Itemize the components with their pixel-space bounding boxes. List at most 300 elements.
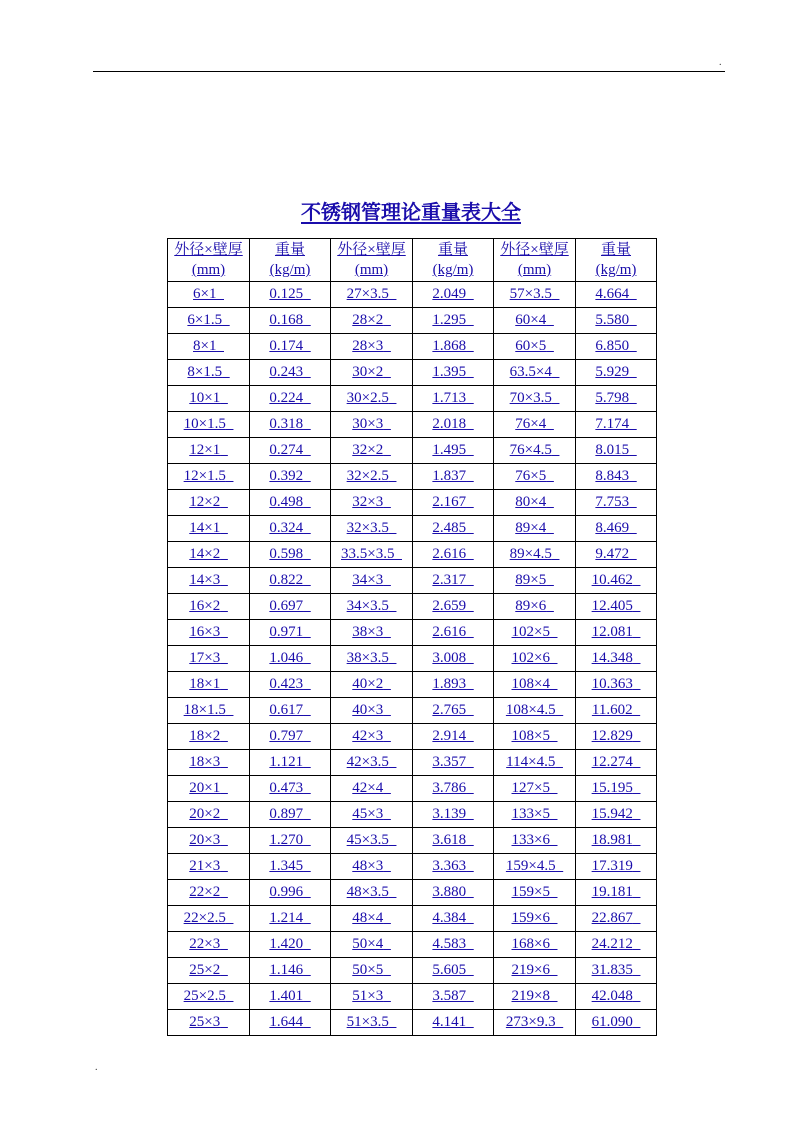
size-cell-link[interactable]: 10×1 xyxy=(189,390,221,406)
table-row xyxy=(168,802,657,828)
size-cell-link[interactable]: 133×5 xyxy=(511,806,550,822)
size-cell xyxy=(168,750,250,776)
weight-cell xyxy=(413,776,494,802)
size-cell-link[interactable]: 108×4.5 xyxy=(505,702,556,718)
size-cell-link[interactable]: 70×3.5 xyxy=(509,390,552,406)
weight-cell-link[interactable]: 0.392 xyxy=(269,468,304,484)
weight-cell xyxy=(413,542,494,568)
table-row xyxy=(168,698,657,724)
weight-cell-link[interactable]: 5.798 xyxy=(595,390,630,406)
weight-cell-link[interactable]: 1.046 xyxy=(269,650,304,666)
weight-cell-link[interactable]: 5.580 xyxy=(595,312,630,328)
weight-cell-link[interactable]: 0.125 xyxy=(269,286,304,302)
weight-cell xyxy=(413,828,494,854)
col-header-weight-2[interactable] xyxy=(413,239,494,282)
size-cell-link[interactable]: 89×4 xyxy=(515,520,547,536)
weight-cell xyxy=(413,568,494,594)
size-cell xyxy=(494,620,576,646)
weight-cell-link[interactable]: 0.168 xyxy=(269,312,304,328)
weight-cell xyxy=(576,646,657,672)
size-cell-link[interactable]: 45×3 xyxy=(352,806,384,822)
size-cell-link[interactable]: 42×4 xyxy=(352,780,384,796)
weight-cell-link[interactable]: 12.405 xyxy=(591,598,633,614)
size-cell-link[interactable]: 89×6 xyxy=(515,598,547,614)
weight-cell xyxy=(413,464,494,490)
size-cell-link[interactable]: 32×3 xyxy=(352,494,384,510)
size-cell-link[interactable]: 80×4 xyxy=(515,494,547,510)
size-cell-link[interactable]: 159×4.5 xyxy=(505,858,556,874)
table-row xyxy=(168,828,657,854)
table-row xyxy=(168,854,657,880)
weight-cell-link[interactable]: 8.469 xyxy=(595,520,630,536)
weight-cell xyxy=(413,646,494,672)
weight-cell-link[interactable]: 18.981 xyxy=(591,832,633,848)
table-row xyxy=(168,594,657,620)
weight-cell xyxy=(576,750,657,776)
size-cell-link[interactable]: 159×5 xyxy=(511,884,550,900)
weight-cell-link[interactable]: 2.616 xyxy=(432,624,467,640)
weight-cell-link[interactable]: 3.363 xyxy=(432,858,467,874)
weight-cell-link[interactable]: 11.602 xyxy=(591,702,633,718)
weight-cell-link[interactable]: 12.081 xyxy=(591,624,633,640)
size-cell xyxy=(494,672,576,698)
weight-cell-link[interactable]: 2.049 xyxy=(432,286,467,302)
size-cell-link[interactable]: 32×2.5 xyxy=(346,468,389,484)
size-cell-link[interactable]: 38×3 xyxy=(352,624,384,640)
weight-cell-link[interactable]: 3.587 xyxy=(432,988,467,1004)
weight-cell-link[interactable]: 0.473 xyxy=(269,780,304,796)
size-cell xyxy=(168,412,250,438)
size-cell-link[interactable]: 18×1.5 xyxy=(183,702,226,718)
weight-cell-link[interactable]: 2.659 xyxy=(432,598,467,614)
weight-cell-link[interactable]: 12.829 xyxy=(591,728,633,744)
weight-cell-link[interactable]: 1.401 xyxy=(269,988,304,1004)
size-cell-link[interactable]: 45×3.5 xyxy=(346,832,389,848)
weight-cell-link[interactable]: 0.797 xyxy=(269,728,304,744)
size-cell-link[interactable]: 133×6 xyxy=(511,832,550,848)
weight-cell-link[interactable]: 2.765 xyxy=(432,702,467,718)
size-cell-link[interactable]: 48×3 xyxy=(352,858,384,874)
size-cell-link[interactable]: 30×2.5 xyxy=(346,390,389,406)
size-cell-link[interactable]: 114×4.5 xyxy=(506,754,556,770)
weight-cell xyxy=(576,594,657,620)
weight-cell-link[interactable]: 3.618 xyxy=(432,832,467,848)
size-cell xyxy=(331,724,413,750)
col-header-unit: (mm) xyxy=(517,262,552,278)
weight-cell-link[interactable]: 61.090 xyxy=(591,1014,633,1030)
weight-cell xyxy=(250,698,331,724)
weight-cell-link[interactable]: 1.121 xyxy=(269,754,304,770)
weight-cell xyxy=(250,412,331,438)
weight-cell xyxy=(576,360,657,386)
weight-cell xyxy=(250,568,331,594)
weight-cell-link[interactable]: 0.498 xyxy=(269,494,304,510)
weight-cell xyxy=(413,334,494,360)
col-header-weight-3[interactable] xyxy=(576,239,657,282)
size-cell-link[interactable]: 40×3 xyxy=(352,702,384,718)
weight-cell-link[interactable]: 1.146 xyxy=(269,962,304,978)
size-cell-link[interactable]: 51×3 xyxy=(352,988,384,1004)
weight-cell xyxy=(413,490,494,516)
size-cell-link[interactable]: 42×3.5 xyxy=(346,754,389,770)
size-cell xyxy=(168,984,250,1010)
size-cell xyxy=(168,464,250,490)
weight-cell xyxy=(250,906,331,932)
weight-cell-link[interactable]: 8.843 xyxy=(595,468,630,484)
weight-cell-link[interactable]: 2.485 xyxy=(432,520,467,536)
size-cell-link[interactable]: 76×4.5 xyxy=(509,442,552,458)
weight-cell xyxy=(413,438,494,464)
weight-cell xyxy=(576,854,657,880)
size-cell xyxy=(494,906,576,932)
size-cell-link[interactable]: 76×4 xyxy=(515,416,547,432)
col-header-outer-diameter-wall-1[interactable] xyxy=(168,239,250,282)
weight-cell xyxy=(576,802,657,828)
weight-cell-link[interactable]: 1.270 xyxy=(269,832,304,848)
weight-cell-link[interactable]: 4.664 xyxy=(595,286,630,302)
footer-dot: . xyxy=(95,1062,98,1073)
size-cell-link[interactable]: 32×2 xyxy=(352,442,384,458)
weight-cell-link[interactable]: 0.971 xyxy=(269,624,304,640)
weight-cell-link[interactable]: 1.893 xyxy=(432,676,467,692)
table-row xyxy=(168,984,657,1010)
size-cell-link[interactable]: 8×1 xyxy=(193,338,217,354)
size-cell xyxy=(168,308,250,334)
weight-cell xyxy=(576,334,657,360)
size-cell-link[interactable]: 25×2.5 xyxy=(183,988,226,1004)
weight-cell xyxy=(576,1010,657,1036)
size-cell-link[interactable]: 42×3 xyxy=(352,728,384,744)
size-cell-link[interactable]: 60×4 xyxy=(515,312,547,328)
size-cell xyxy=(331,438,413,464)
table-row xyxy=(168,776,657,802)
size-cell-link[interactable]: 89×4.5 xyxy=(509,546,552,562)
size-cell-link[interactable]: 30×3 xyxy=(352,416,384,432)
weight-cell-link[interactable]: 6.850 xyxy=(595,338,630,354)
weight-cell xyxy=(250,308,331,334)
col-header-unit: (mm) xyxy=(191,262,226,278)
weight-cell-link[interactable]: 0.598 xyxy=(269,546,304,562)
size-cell-link[interactable]: 18×2 xyxy=(189,728,221,744)
size-cell-link[interactable]: 25×3 xyxy=(189,1014,221,1030)
size-cell xyxy=(168,932,250,958)
page-title[interactable]: 不锈钢管理论重量表大全 xyxy=(301,200,521,224)
size-cell xyxy=(494,802,576,828)
weight-cell-link[interactable]: 5.929 xyxy=(595,364,630,380)
weight-cell-link[interactable]: 19.181 xyxy=(591,884,633,900)
size-cell-link[interactable]: 27×3.5 xyxy=(346,286,389,302)
weight-cell-link[interactable]: 0.897 xyxy=(269,806,304,822)
col-header-label: 外径×壁厚 xyxy=(174,242,243,258)
col-header-label: 外径×壁厚 xyxy=(337,242,406,258)
size-cell-link[interactable]: 63.5×4 xyxy=(509,364,552,380)
size-cell xyxy=(331,646,413,672)
size-cell xyxy=(331,906,413,932)
size-cell-link[interactable]: 89×5 xyxy=(515,572,547,588)
weight-cell-link[interactable]: 3.357 xyxy=(432,754,467,770)
weight-cell xyxy=(250,542,331,568)
weight-cell-link[interactable]: 4.384 xyxy=(432,910,467,926)
size-cell-link[interactable]: 18×3 xyxy=(189,754,221,770)
weight-cell xyxy=(250,984,331,1010)
size-cell-link[interactable]: 51×3.5 xyxy=(346,1014,389,1030)
weight-cell-link[interactable]: 0.274 xyxy=(269,442,304,458)
size-cell-link[interactable]: 60×5 xyxy=(515,338,547,354)
size-cell xyxy=(168,646,250,672)
size-cell-link[interactable]: 34×3.5 xyxy=(346,598,389,614)
size-cell xyxy=(168,568,250,594)
weight-cell-link[interactable]: 22.867 xyxy=(591,910,633,926)
weight-cell-link[interactable]: 12.274 xyxy=(591,754,633,770)
weight-cell-link[interactable]: 0.224 xyxy=(269,390,304,406)
weight-cell xyxy=(576,568,657,594)
size-cell xyxy=(168,542,250,568)
weight-cell-link[interactable]: 0.174 xyxy=(269,338,304,354)
col-header-weight-1[interactable] xyxy=(250,239,331,282)
weight-cell-link[interactable]: 2.616 xyxy=(432,546,467,562)
weight-cell-link[interactable]: 31.835 xyxy=(591,962,633,978)
size-cell-link[interactable]: 25×2 xyxy=(189,962,221,978)
size-cell-link[interactable]: 273×9.3 xyxy=(505,1014,556,1030)
size-cell-link[interactable]: 20×3 xyxy=(189,832,221,848)
size-cell-link[interactable]: 30×2 xyxy=(352,364,384,380)
size-cell-link[interactable]: 17×3 xyxy=(189,650,221,666)
size-cell-link[interactable]: 127×5 xyxy=(511,780,550,796)
size-cell xyxy=(494,386,576,412)
size-cell-link[interactable]: 159×6 xyxy=(511,910,550,926)
table-row xyxy=(168,568,657,594)
weight-cell xyxy=(250,802,331,828)
weight-cell xyxy=(250,828,331,854)
weight-cell-link[interactable]: 1.345 xyxy=(269,858,304,874)
size-cell xyxy=(494,334,576,360)
col-header-unit: (kg/m) xyxy=(432,262,474,278)
size-cell-link[interactable]: 50×5 xyxy=(352,962,384,978)
weight-cell-link[interactable]: 2.167 xyxy=(432,494,467,510)
weight-cell xyxy=(576,906,657,932)
weight-cell-link[interactable]: 1.837 xyxy=(432,468,467,484)
weight-cell xyxy=(413,672,494,698)
size-cell-link[interactable]: 10×1.5 xyxy=(183,416,226,432)
size-cell-link[interactable]: 21×3 xyxy=(189,858,221,874)
weight-cell-link[interactable]: 10.363 xyxy=(591,676,633,692)
col-header-outer-diameter-wall-3[interactable] xyxy=(494,239,576,282)
size-cell xyxy=(494,516,576,542)
size-cell xyxy=(331,542,413,568)
weight-cell-link[interactable]: 3.880 xyxy=(432,884,467,900)
size-cell xyxy=(168,1010,250,1036)
size-cell xyxy=(494,854,576,880)
weight-cell-link[interactable]: 2.018 xyxy=(432,416,467,432)
weight-cell-link[interactable]: 24.212 xyxy=(591,936,633,952)
weight-cell-link[interactable]: 9.472 xyxy=(595,546,630,562)
col-header-label: 重量 xyxy=(274,242,305,258)
weight-cell-link[interactable]: 3.786 xyxy=(432,780,467,796)
weight-cell xyxy=(250,490,331,516)
size-cell-link[interactable]: 14×2 xyxy=(189,546,221,562)
size-cell-link[interactable]: 57×3.5 xyxy=(509,286,552,302)
weight-cell xyxy=(576,880,657,906)
weight-cell-link[interactable]: 1.644 xyxy=(269,1014,304,1030)
weight-cell xyxy=(413,1010,494,1036)
weight-cell xyxy=(250,464,331,490)
table-row xyxy=(168,906,657,932)
weight-cell-link[interactable]: 5.605 xyxy=(432,962,467,978)
weight-cell-link[interactable]: 0.243 xyxy=(269,364,304,380)
weight-cell-link[interactable]: 3.139 xyxy=(432,806,467,822)
size-cell-link[interactable]: 102×6 xyxy=(511,650,550,666)
weight-cell xyxy=(413,412,494,438)
size-cell-link[interactable]: 48×4 xyxy=(352,910,384,926)
weight-cell xyxy=(250,646,331,672)
size-cell-link[interactable]: 22×2.5 xyxy=(183,910,226,926)
weight-cell-link[interactable]: 15.942 xyxy=(591,806,633,822)
weight-cell xyxy=(250,1010,331,1036)
weight-cell-link[interactable]: 0.822 xyxy=(269,572,304,588)
size-cell-link[interactable]: 20×1 xyxy=(189,780,221,796)
weight-cell-link[interactable]: 7.753 xyxy=(595,494,630,510)
weight-cell xyxy=(413,282,494,308)
weight-cell xyxy=(413,802,494,828)
size-cell xyxy=(331,490,413,516)
size-cell xyxy=(494,698,576,724)
weight-cell-link[interactable]: 2.317 xyxy=(432,572,467,588)
table-row xyxy=(168,880,657,906)
weight-cell-link[interactable]: 0.318 xyxy=(269,416,304,432)
weight-cell xyxy=(413,360,494,386)
size-cell-link[interactable]: 12×1.5 xyxy=(183,468,226,484)
weight-cell xyxy=(250,282,331,308)
weight-cell xyxy=(413,984,494,1010)
size-cell-link[interactable]: 28×2 xyxy=(352,312,384,328)
weight-cell-link[interactable]: 1.713 xyxy=(432,390,467,406)
weight-cell-link[interactable]: 2.914 xyxy=(432,728,467,744)
size-cell-link[interactable]: 40×2 xyxy=(352,676,384,692)
size-cell xyxy=(331,412,413,438)
size-cell-link[interactable]: 16×3 xyxy=(189,624,221,640)
col-header-label: 外径×壁厚 xyxy=(500,242,569,258)
weight-cell xyxy=(576,932,657,958)
table-row xyxy=(168,386,657,412)
size-cell-link[interactable]: 6×1.5 xyxy=(187,312,223,328)
table-row xyxy=(168,958,657,984)
weight-cell xyxy=(250,854,331,880)
table-row xyxy=(168,282,657,308)
size-cell-link[interactable]: 12×2 xyxy=(189,494,221,510)
size-cell xyxy=(494,646,576,672)
size-cell xyxy=(494,984,576,1010)
weight-cell-link[interactable]: 1.420 xyxy=(269,936,304,952)
size-cell xyxy=(494,282,576,308)
col-header-label: 重量 xyxy=(437,242,468,258)
weight-cell xyxy=(413,620,494,646)
weight-cell xyxy=(576,308,657,334)
table-row xyxy=(168,620,657,646)
size-cell-link[interactable]: 28×3 xyxy=(352,338,384,354)
weight-cell-link[interactable]: 1.495 xyxy=(432,442,467,458)
size-cell-link[interactable]: 16×2 xyxy=(189,598,221,614)
weight-cell xyxy=(250,516,331,542)
size-cell-link[interactable]: 38×3.5 xyxy=(346,650,389,666)
size-cell-link[interactable]: 8×1.5 xyxy=(187,364,223,380)
size-cell-link[interactable]: 12×1 xyxy=(189,442,221,458)
weight-cell xyxy=(576,464,657,490)
weight-cell-link[interactable]: 0.324 xyxy=(269,520,304,536)
weight-cell-link[interactable]: 1.868 xyxy=(432,338,467,354)
size-cell-link[interactable]: 76×5 xyxy=(515,468,547,484)
weight-cell xyxy=(576,776,657,802)
weight-cell-link[interactable]: 0.697 xyxy=(269,598,304,614)
size-cell xyxy=(494,490,576,516)
size-cell-link[interactable]: 48×3.5 xyxy=(346,884,389,900)
size-cell-link[interactable]: 219×8 xyxy=(511,988,550,1004)
weight-cell-link[interactable]: 10.462 xyxy=(591,572,633,588)
size-cell xyxy=(168,490,250,516)
weight-cell-link[interactable]: 0.617 xyxy=(269,702,304,718)
weight-cell xyxy=(576,438,657,464)
size-cell xyxy=(331,386,413,412)
weight-cell xyxy=(576,542,657,568)
weight-cell-link[interactable]: 17.319 xyxy=(591,858,633,874)
weight-cell-link[interactable]: 1.295 xyxy=(432,312,467,328)
size-cell xyxy=(331,750,413,776)
size-cell-link[interactable]: 22×3 xyxy=(189,936,221,952)
weight-cell-link[interactable]: 4.583 xyxy=(432,936,467,952)
size-cell xyxy=(494,464,576,490)
size-cell-link[interactable]: 32×3.5 xyxy=(346,520,389,536)
weight-cell-link[interactable]: 0.996 xyxy=(269,884,304,900)
size-cell xyxy=(168,516,250,542)
size-cell-link[interactable]: 18×1 xyxy=(189,676,221,692)
weight-cell xyxy=(250,438,331,464)
size-cell-link[interactable]: 219×6 xyxy=(511,962,550,978)
weight-cell-link[interactable]: 42.048 xyxy=(591,988,633,1004)
size-cell-link[interactable]: 108×5 xyxy=(511,728,550,744)
size-cell xyxy=(494,438,576,464)
size-cell xyxy=(168,776,250,802)
size-cell-link[interactable]: 50×4 xyxy=(352,936,384,952)
weight-cell-link[interactable]: 14.348 xyxy=(591,650,633,666)
table-row xyxy=(168,1010,657,1036)
weight-cell xyxy=(250,958,331,984)
weight-cell-link[interactable]: 1.395 xyxy=(432,364,467,380)
weight-cell-link[interactable]: 0.423 xyxy=(269,676,304,692)
size-cell-link[interactable]: 108×4 xyxy=(511,676,550,692)
size-cell-link[interactable]: 168×6 xyxy=(511,936,550,952)
size-cell-link[interactable]: 22×2 xyxy=(189,884,221,900)
size-cell-link[interactable]: 6×1 xyxy=(193,286,217,302)
table-row xyxy=(168,308,657,334)
col-header-outer-diameter-wall-2[interactable] xyxy=(331,239,413,282)
size-cell-link[interactable]: 14×3 xyxy=(189,572,221,588)
weight-cell xyxy=(576,958,657,984)
size-cell-link[interactable]: 102×5 xyxy=(511,624,550,640)
weight-cell-link[interactable]: 7.174 xyxy=(595,416,630,432)
size-cell-link[interactable]: 20×2 xyxy=(189,806,221,822)
weight-cell-link[interactable]: 15.195 xyxy=(591,780,633,796)
weight-cell-link[interactable]: 4.141 xyxy=(432,1014,467,1030)
size-cell-link[interactable]: 33.5×3.5 xyxy=(341,546,395,562)
header-dot: . xyxy=(719,57,722,68)
header-rule xyxy=(93,71,725,72)
size-cell xyxy=(168,386,250,412)
weight-cell-link[interactable]: 8.015 xyxy=(595,442,630,458)
size-cell xyxy=(494,958,576,984)
weight-cell-link[interactable]: 1.214 xyxy=(269,910,304,926)
size-cell-link[interactable]: 34×3 xyxy=(352,572,384,588)
size-cell-link[interactable]: 14×1 xyxy=(189,520,221,536)
weight-cell-link[interactable]: 3.008 xyxy=(432,650,467,666)
